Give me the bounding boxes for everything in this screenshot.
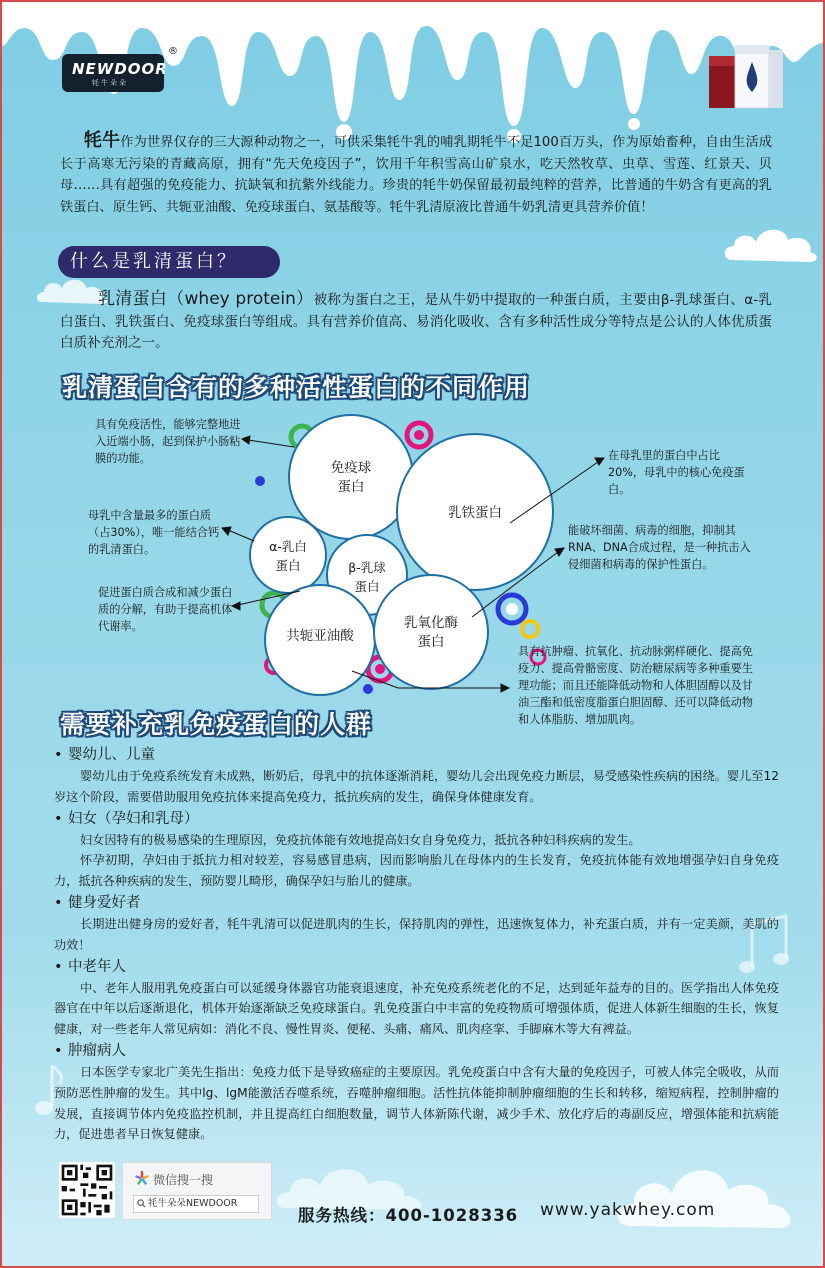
search-icon — [137, 1199, 146, 1208]
label-line: 免疫球 — [330, 460, 372, 476]
label-line: 蛋白 — [337, 479, 365, 495]
label-cla: 共轭亚油酸 — [286, 628, 354, 644]
label-line: α-乳白 — [269, 539, 307, 554]
group-title: 健身爱好者 — [68, 894, 141, 911]
section-title-groups: 需要补充乳免疫蛋白的人群 — [60, 710, 373, 739]
group-title: 肿瘤病人 — [68, 1042, 126, 1059]
section-title-proteins: 乳清蛋白含有的多种活性蛋白的不同作用 — [62, 373, 531, 402]
group-text: 日本医学专家北广美先生指出：免疫力低下是导致癌症的主要原因。乳免疫蛋白中含有大量的免疫因子，可被人体完全吸收，从而预防恶性肿瘤的发生。其中lg、lgM能激活吞噬系统，吞噬肿瘤细胞。活性抗体能抑制肿瘤细胞的生长和转移，缩短病程，控制肿瘤的发展，直接调节体内免疫监控机制，并且提高红白细胞数量，调节人体新陈代谢，减少手术、放化疗后的毒副反应，增强体能和抗病能力，促进患者早日恢复健康。 — [54, 1064, 779, 1142]
registered-mark: ® — [168, 46, 178, 57]
annotation-beta: 促进蛋白质合成和减少蛋白质的分解，有助于提高机体代谢率。 — [98, 586, 233, 633]
label-line: 蛋白 — [417, 634, 445, 650]
bullet-dot: • — [54, 810, 63, 827]
decor-ring — [375, 664, 385, 674]
group-elderly — [54, 957, 779, 1040]
annotation-cla: 具有抗肿瘤、抗氧化、抗动脉粥样硬化、提高免疫力、提高骨骼密度、防治糖尿病等多种重要生理功能；而且还能降低动物和人体胆固醇以及甘油三酯和低密度脂蛋白胆固醇、还可以降低动物和人体脂肪、增加肌肉。 — [518, 645, 753, 726]
logo-subtitle: 牦牛朵朵 — [92, 79, 128, 87]
bullet-dot: • — [54, 894, 63, 911]
whey-lead: 乳清蛋白（whey protein） — [98, 289, 314, 309]
product-box-image — [707, 42, 787, 110]
label-beta — [337, 558, 397, 596]
website-url[interactable]: www.yakwhey.com — [540, 1200, 716, 1220]
annotation-lactoferrin: 在母乳里的蛋白中占比20%，母乳中的核心免疫蛋白。 — [608, 449, 745, 496]
brand-logo — [62, 54, 168, 92]
decor-ring — [363, 684, 373, 694]
label-line: 乳氧化酶 — [404, 615, 458, 631]
intro-text: 作为世界仅存的三大源种动物之一，可供采集牦牛乳的哺乳期牦牛不足100百万头，作为原始畜种，自由生活成长于高寒无污染的青藏高原，拥有“先天免疫因子”，饮用千年积雪高山矿泉水，吃天然牧草、虫草、雪莲、红景天、贝母……具有超强的免疫能力、抗缺氧和抗紫外线能力。珍贵的牦牛奶保留最初最纯粹的营养，比普通的牛奶含有更高的乳铁蛋白、原生钙、共轭亚油酸、免疫球蛋白、氨基酸等。牦牛乳清原液比普通牛奶乳清更具营养价值！ — [60, 135, 773, 215]
intro-paragraph — [60, 130, 772, 218]
group-text: 妇女因特有的极易感染的生理原因，免疫抗体能有效地提高妇女自身免疫力，抵抗各种妇科疾病的发生。 — [80, 832, 641, 847]
decor-ring — [506, 603, 518, 615]
wechat-search-label: 微信搜一搜 — [153, 1173, 214, 1187]
label-line: β-乳球 — [348, 560, 386, 575]
target-groups — [54, 744, 779, 1145]
decor-ring — [414, 430, 424, 440]
group-infants — [54, 745, 779, 808]
group-title: 中老年人 — [68, 958, 126, 975]
whey-heading: 什么是乳清蛋白？ — [58, 246, 280, 278]
group-title: 妇女（孕妇和乳母） — [68, 810, 199, 827]
label-line: 蛋白 — [275, 558, 301, 573]
intro-lead: 牦牛 — [84, 130, 121, 151]
group-text: 怀孕初期，孕妇由于抵抗力相对较差，容易感冒患病，因而影响胎儿在母体内的生长发育，免疫抗体能有效地增强孕妇自身免疫力，抵抗各种疾病的发生，预防婴儿畸形，确保孕妇与胎儿的健康。 — [54, 853, 779, 889]
whey-paragraph — [60, 289, 772, 355]
label-line: 蛋白 — [354, 579, 380, 594]
group-text: 婴幼儿由于免疫系统发育未成熟，断奶后，母乳中的抗体逐渐消耗，婴幼儿会出现免疫力断层，易受感染性疾病的困绕。婴儿至12岁这个阶段，需要借助服用免疫抗体来提高免疫力，抵抗疾病的发生，确保身体健康发育。 — [54, 769, 779, 804]
label-lactoferrin: 乳铁蛋白 — [448, 505, 502, 521]
group-text: 中、老年人服用乳免疫蛋白可以延缓身体器官功能衰退速度，补充免疫系统老化的不足，达到延年益寿的目的。医学指出人体免疫器官在中年以后逐渐退化，机体开始逐渐缺乏免疫球蛋白。乳免疫蛋白中丰富的免疫物质可增强体质，促进人体新生细胞的生长，恢复健康，对一些老年人常见病如：消化不良、慢性胃炎、便秘、头痛、痛风、肌肉痉挛、手脚麻木等大有裨益。 — [54, 980, 779, 1037]
group-fitness — [54, 893, 779, 956]
qr-code-image[interactable] — [59, 1162, 115, 1218]
annotation-alpha: 母乳中含量最多的蛋白质（占30%），唯一能结合钙的乳清蛋白。 — [88, 509, 220, 556]
wechat-search-input[interactable] — [133, 1195, 259, 1213]
annotation-immunoglobulin: 具有免疫活性，能够完整地进入近端小肠，起到保护小肠粘膜的功能。 — [95, 418, 241, 465]
bullet-dot: • — [54, 1042, 63, 1059]
decor-ring — [522, 621, 538, 637]
label-lactoperoxidase — [391, 614, 471, 652]
group-tumor — [54, 1041, 779, 1145]
group-women — [54, 809, 779, 892]
annotation-lactoperoxidase: 能破坏细菌、病毒的细胞，抑制其RNA、DNA合成过程，是一种抗击入侵细菌和病毒的保护性蛋白。 — [568, 524, 751, 571]
group-text: 长期进出健身房的爱好者，牦牛乳清可以促进肌肉的生长，保持肌肉的弹性，迅速恢复体力，补充蛋白质，并有一定美颜，美肌的功效！ — [54, 916, 779, 952]
wechat-search-icon — [135, 1171, 149, 1185]
cloud-decoration — [722, 216, 822, 266]
label-immunoglobulin — [311, 459, 391, 497]
wechat-search-query: 牦牛朵朵NEWDOOR — [148, 1198, 238, 1209]
group-title: 婴幼儿、儿童 — [68, 747, 155, 763]
logo-text: NEWDOOR — [72, 60, 168, 78]
whey-text: 被称为蛋白之王，是从牛奶中提取的一种蛋白质，主要由β-乳球蛋白、α-乳白蛋白、乳铁蛋白、免疫球蛋白等组成。具有营养价值高、易消化吸收、含有多种活性成分等特点是公认的人体优质蛋白质补充剂之一。 — [60, 292, 772, 352]
wechat-search-box[interactable] — [122, 1162, 272, 1220]
label-alpha — [258, 537, 318, 575]
decor-ring — [255, 476, 265, 486]
service-hotline: 服务热线：400-1028336 — [298, 1206, 519, 1225]
bullet-dot: • — [54, 747, 63, 763]
bullet-dot: • — [54, 958, 63, 975]
